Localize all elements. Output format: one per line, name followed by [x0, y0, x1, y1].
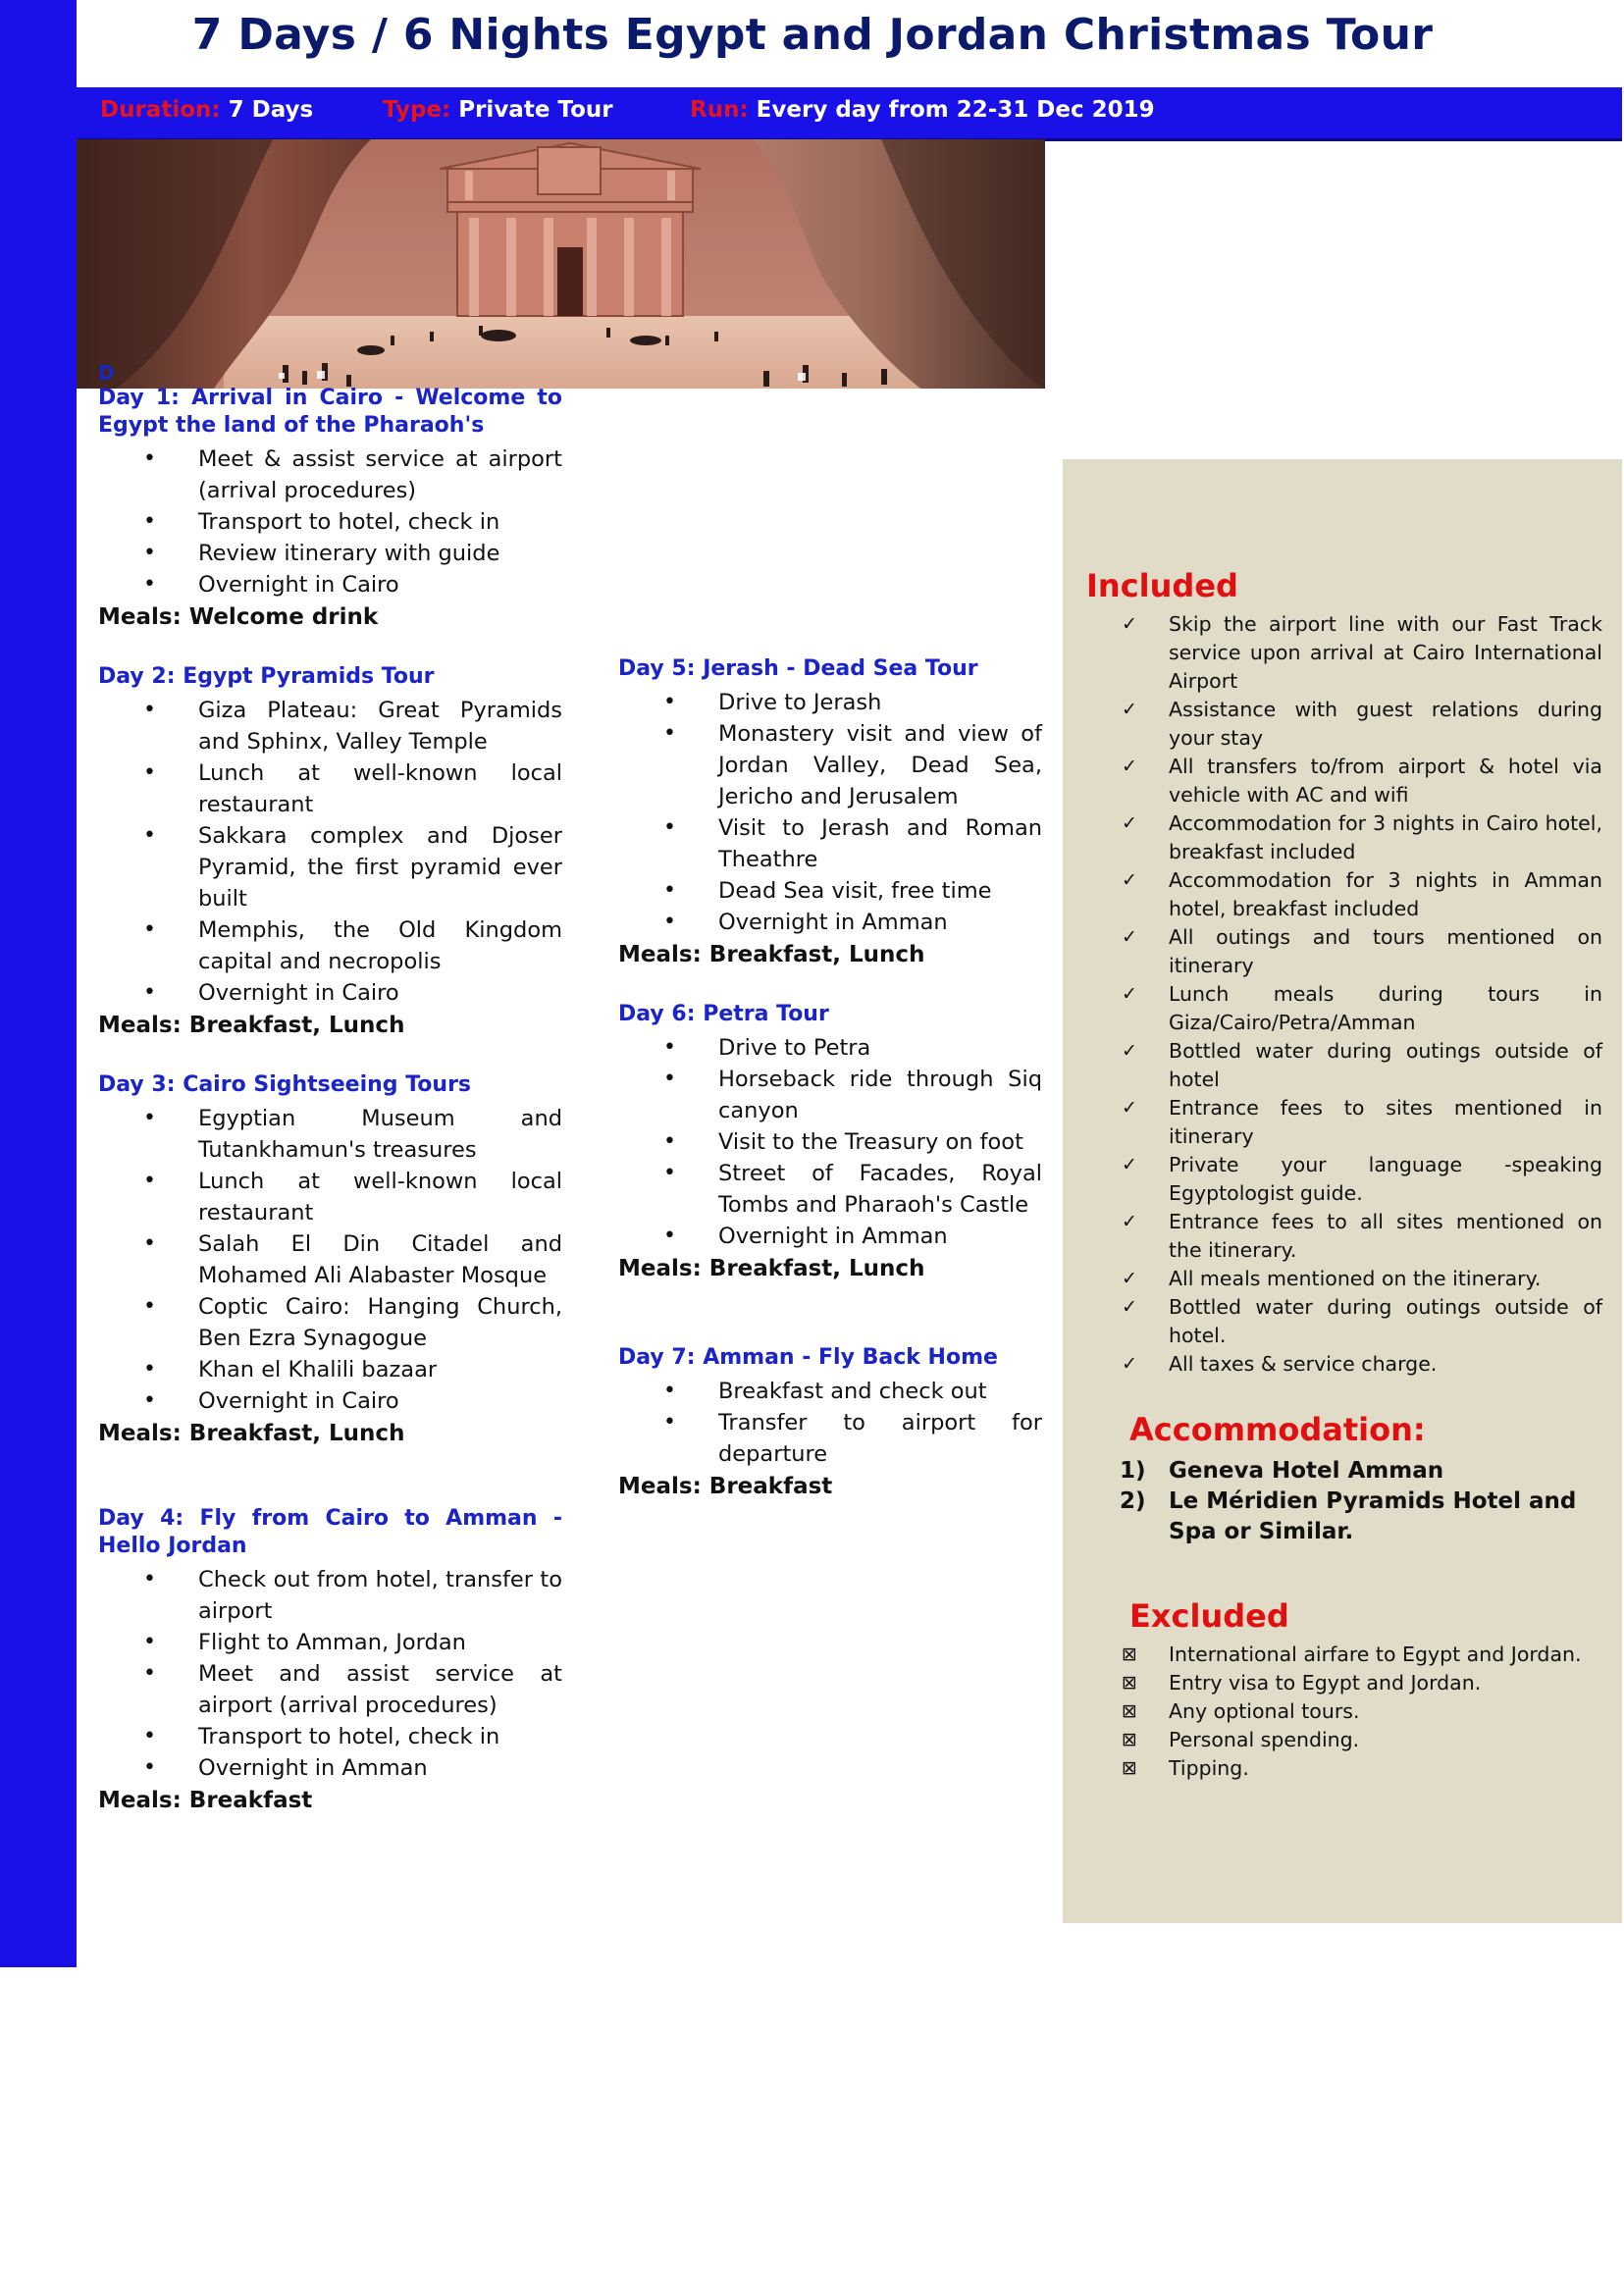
- item-text: Accommodation for 3 nights in Amman hotel, breakfast included: [1169, 868, 1602, 920]
- list-item: [1086, 753, 1602, 809]
- list-item: • Meet & assist service at airport (arrival procedures): [98, 443, 562, 506]
- day-1-meals: Meals: Welcome drink: [98, 604, 379, 630]
- type-value: Private Tour: [458, 97, 613, 123]
- list-item: [1086, 1641, 1602, 1669]
- checkmark-icon: ✓: [1122, 613, 1137, 635]
- stray-letter: D: [98, 361, 115, 385]
- boxed-x-icon: ⊠: [1122, 1757, 1137, 1779]
- list-item: • Overnight in Cairo: [98, 569, 562, 600]
- list-item: [1086, 1094, 1602, 1151]
- run-value: Every day from 22-31 Dec 2019: [756, 97, 1155, 123]
- list-item: • Khan el Khalili bazaar: [98, 1354, 562, 1385]
- day-1-list: [98, 443, 562, 600]
- list-item: • Monastery visit and view of Jordan Valley, Dead Sea, Jericho and Jerusalem: [618, 718, 1042, 812]
- list-item: • Salah El Din Citadel and Mohamed Ali Alabaster Mosque: [98, 1228, 562, 1291]
- list-number: 1): [1120, 1458, 1146, 1484]
- accommodation-list: [1086, 1456, 1602, 1547]
- day-7-list: [618, 1376, 1042, 1470]
- day-7-title: Day 7: Amman - Fly Back Home: [618, 1345, 998, 1370]
- excluded-list: [1086, 1641, 1602, 1783]
- item-text: International airfare to Egypt and Jordan.: [1169, 1643, 1582, 1666]
- list-item: [1086, 1697, 1602, 1726]
- list-item: • Meet and assist service at airport (arrival procedures): [98, 1658, 562, 1721]
- checkmark-icon: ✓: [1122, 983, 1137, 1005]
- day-1-section: [98, 385, 562, 630]
- item-text: Assistance with guest relations during your stay: [1169, 698, 1602, 750]
- day-3-list: [98, 1103, 562, 1417]
- item-text: Bottled water during outings outside of hotel.: [1169, 1295, 1602, 1347]
- type-label: Type:: [383, 97, 451, 123]
- list-item: [1086, 696, 1602, 753]
- checkmark-icon: ✓: [1122, 1211, 1137, 1232]
- list-item: • Street of Facades, Royal Tombs and Pharaoh's Castle: [618, 1158, 1042, 1221]
- type-info: [383, 97, 613, 123]
- list-item: • Overnight in Amman: [98, 1752, 562, 1784]
- item-text: Any optional tours.: [1169, 1699, 1360, 1723]
- day-2-list: [98, 695, 562, 1009]
- duration-label: Duration:: [100, 97, 221, 123]
- list-item: • Review itinerary with guide: [98, 538, 562, 569]
- day-2-section: [98, 663, 562, 1038]
- list-item: [1086, 1456, 1602, 1487]
- item-text: Skip the airport line with our Fast Track service upon arrival at Cairo International Airport: [1169, 612, 1602, 693]
- list-item: [1086, 1487, 1602, 1547]
- list-item: [1086, 1726, 1602, 1754]
- run-label: Run:: [690, 97, 749, 123]
- item-text: All taxes & service charge.: [1169, 1352, 1438, 1376]
- page-title: 7 Days / 6 Nights Egypt and Jordan Christmas Tour: [191, 10, 1434, 60]
- day-4-list: [98, 1564, 562, 1784]
- list-item: • Visit to Jerash and Roman Theathre: [618, 812, 1042, 875]
- list-number: 2): [1120, 1488, 1146, 1514]
- list-item: • Overnight in Cairo: [98, 1385, 562, 1417]
- item-text: Accommodation for 3 nights in Cairo hotel, breakfast included: [1169, 811, 1602, 863]
- day-5-meals: Meals: Breakfast, Lunch: [618, 942, 925, 967]
- hotel-name: Le Méridien Pyramids Hotel and Spa or Similar.: [1169, 1488, 1577, 1544]
- item-text: Bottled water during outings outside of hotel: [1169, 1039, 1602, 1091]
- day-5-title: Day 5: Jerash - Dead Sea Tour: [618, 656, 978, 681]
- day-3-title: Day 3: Cairo Sightseeing Tours: [98, 1072, 472, 1097]
- day-5-section: [618, 655, 1042, 967]
- day-6-meals: Meals: Breakfast, Lunch: [618, 1256, 925, 1281]
- list-item: • Overnight in Amman: [618, 1221, 1042, 1252]
- day-4-title: Day 4: Fly from Cairo to Amman - Hello Jordan: [98, 1506, 562, 1558]
- list-item: • Transfer to airport for departure: [618, 1407, 1042, 1470]
- excluded-heading: Excluded: [1129, 1597, 1289, 1635]
- checkmark-icon: ✓: [1122, 926, 1137, 948]
- boxed-x-icon: ⊠: [1122, 1729, 1137, 1750]
- list-item: [1086, 980, 1602, 1037]
- included-section: [1086, 567, 1602, 1379]
- item-text: Tipping.: [1169, 1756, 1249, 1780]
- checkmark-icon: ✓: [1122, 1296, 1137, 1318]
- checkmark-icon: ✓: [1122, 756, 1137, 777]
- list-item: [1086, 1265, 1602, 1293]
- list-item: [1086, 1754, 1602, 1783]
- list-item: • Memphis, the Old Kingdom capital and necropolis: [98, 914, 562, 977]
- boxed-x-icon: ⊠: [1122, 1700, 1137, 1722]
- day-4-meals: Meals: Breakfast: [98, 1788, 313, 1813]
- included-heading: Included: [1086, 567, 1238, 604]
- list-item: • Overnight in Cairo: [98, 977, 562, 1009]
- item-text: Entry visa to Egypt and Jordan.: [1169, 1671, 1482, 1695]
- accommodation-section: [1086, 1411, 1602, 1547]
- hotel-name: Geneva Hotel Amman: [1169, 1458, 1444, 1484]
- list-item: • Drive to Petra: [618, 1032, 1042, 1064]
- day-1-title: Day 1: Arrival in Cairo - Welcome to Egypt the land of the Pharaoh's: [98, 386, 562, 438]
- list-item: • Flight to Amman, Jordan: [98, 1627, 562, 1658]
- itinerary-middle-column: [618, 655, 1042, 1499]
- list-item: [1086, 866, 1602, 923]
- accommodation-heading: Accommodation:: [1129, 1411, 1426, 1448]
- list-item: [1086, 809, 1602, 866]
- list-item: • Drive to Jerash: [618, 687, 1042, 718]
- left-accent-bar: [0, 0, 77, 1967]
- petra-treasury-image: [77, 139, 1045, 389]
- boxed-x-icon: ⊠: [1122, 1643, 1137, 1665]
- list-item: [1086, 923, 1602, 980]
- list-item: • Check out from hotel, transfer to airport: [98, 1564, 562, 1627]
- checkmark-icon: ✓: [1122, 812, 1137, 834]
- day-2-meals: Meals: Breakfast, Lunch: [98, 1013, 405, 1038]
- day-6-section: [618, 1001, 1042, 1281]
- checkmark-icon: ✓: [1122, 699, 1137, 720]
- day-4-section: [98, 1505, 562, 1813]
- list-item: [1086, 610, 1602, 696]
- day-7-meals: Meals: Breakfast: [618, 1474, 833, 1499]
- duration-value: 7 Days: [228, 97, 314, 123]
- itinerary-left-column: [98, 385, 562, 1813]
- item-text: Lunch meals during tours in Giza/Cairo/Petra/Amman: [1169, 982, 1602, 1034]
- list-item: • Coptic Cairo: Hanging Church, Ben Ezra Synagogue: [98, 1291, 562, 1354]
- day-3-meals: Meals: Breakfast, Lunch: [98, 1421, 405, 1446]
- list-item: [1086, 1037, 1602, 1094]
- checkmark-icon: ✓: [1122, 1040, 1137, 1062]
- list-item: • Horseback ride through Siq canyon: [618, 1064, 1042, 1126]
- checkmark-icon: ✓: [1122, 1154, 1137, 1175]
- run-info: [690, 97, 1155, 123]
- day-6-list: [618, 1032, 1042, 1252]
- boxed-x-icon: ⊠: [1122, 1672, 1137, 1694]
- checkmark-icon: ✓: [1122, 869, 1137, 891]
- checkmark-icon: ✓: [1122, 1097, 1137, 1119]
- list-item: • Dead Sea visit, free time: [618, 875, 1042, 907]
- list-item: [1086, 1350, 1602, 1379]
- list-item: [1086, 1208, 1602, 1265]
- checkmark-icon: ✓: [1122, 1268, 1137, 1289]
- item-text: Entrance fees to all sites mentioned on the itinerary.: [1169, 1210, 1602, 1262]
- tour-info-strip: [77, 87, 1622, 141]
- list-item: [1086, 1293, 1602, 1350]
- list-item: • Transport to hotel, check in: [98, 1721, 562, 1752]
- day-7-section: [618, 1344, 1042, 1499]
- list-item: • Visit to the Treasury on foot: [618, 1126, 1042, 1158]
- list-item: • Breakfast and check out: [618, 1376, 1042, 1407]
- day-2-title: Day 2: Egypt Pyramids Tour: [98, 664, 435, 689]
- excluded-section: [1086, 1597, 1602, 1783]
- duration-info: [100, 97, 313, 123]
- inclusions-panel: [1063, 459, 1622, 1923]
- list-item: [1086, 1151, 1602, 1208]
- list-item: • Giza Plateau: Great Pyramids and Sphinx, Valley Temple: [98, 695, 562, 757]
- item-text: Entrance fees to sites mentioned in itinerary: [1169, 1096, 1602, 1148]
- list-item: • Egyptian Museum and Tutankhamun's treasures: [98, 1103, 562, 1166]
- list-item: • Transport to hotel, check in: [98, 506, 562, 538]
- item-text: Private your language -speaking Egyptologist guide.: [1169, 1153, 1602, 1205]
- list-item: • Overnight in Amman: [618, 907, 1042, 938]
- list-item: [1086, 1669, 1602, 1697]
- item-text: Personal spending.: [1169, 1728, 1360, 1751]
- list-item: • Sakkara complex and Djoser Pyramid, the first pyramid ever built: [98, 820, 562, 914]
- day-3-section: [98, 1071, 562, 1446]
- day-6-title: Day 6: Petra Tour: [618, 1002, 829, 1026]
- item-text: All meals mentioned on the itinerary.: [1169, 1267, 1542, 1290]
- list-item: • Lunch at well-known local restaurant: [98, 757, 562, 820]
- checkmark-icon: ✓: [1122, 1353, 1137, 1375]
- included-list: [1086, 610, 1602, 1379]
- item-text: All outings and tours mentioned on itinerary: [1169, 925, 1602, 977]
- day-5-list: [618, 687, 1042, 938]
- item-text: All transfers to/from airport & hotel via vehicle with AC and wifi: [1169, 755, 1602, 807]
- list-item: • Lunch at well-known local restaurant: [98, 1166, 562, 1228]
